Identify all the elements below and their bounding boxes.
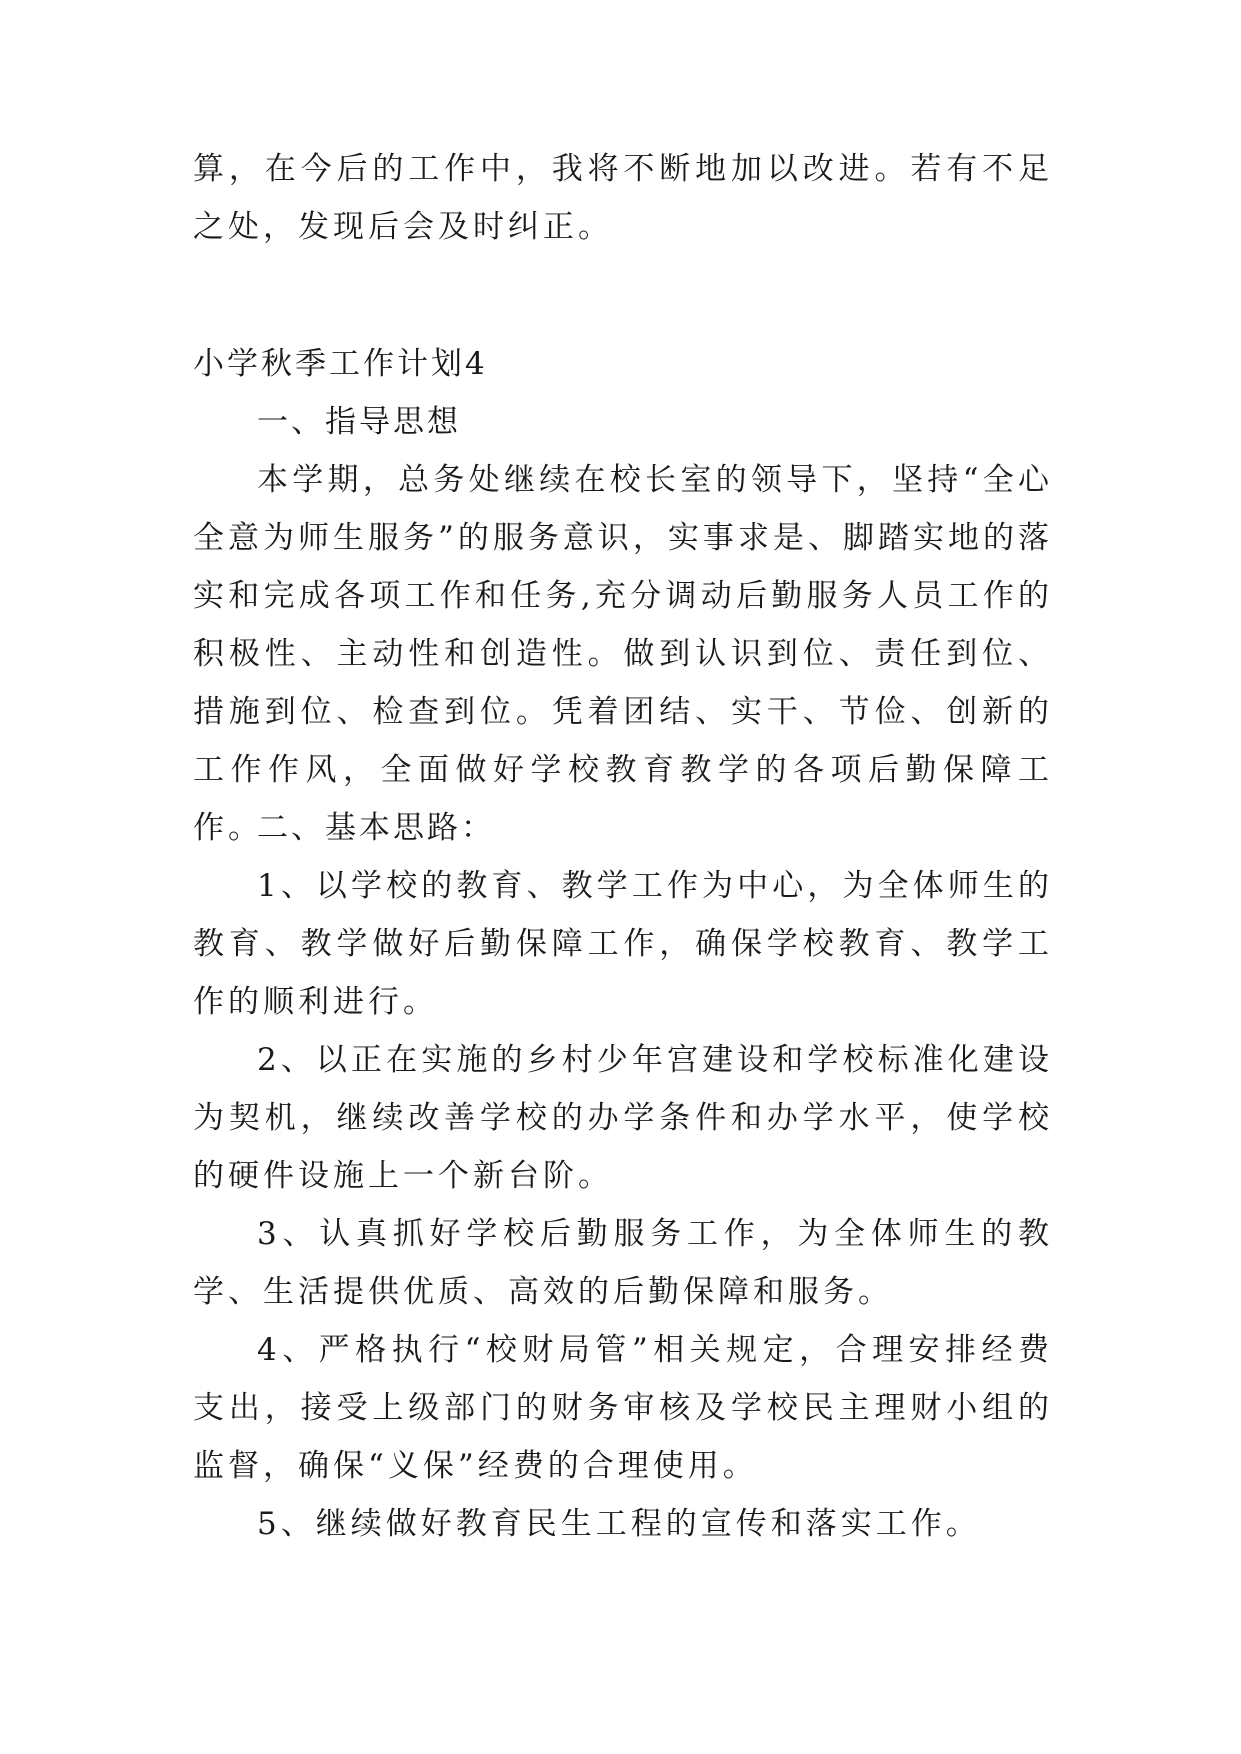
section-title: 小学秋季工作计划4 <box>193 346 488 382</box>
list-item-4: 4、严格执行“校财局管”相关规定，合理安排经费支出，接受上级部门的财务审核及学校民主理财小组的监督，确保“义保”经费的合理使用。 <box>193 1332 1053 1484</box>
part1-paragraph: 本学期，总务处继续在校长室的领导下，坚持“全心全意为师生服务”的服务意识，实事求是、脚踏实地的落实和完成各项工作和任务,充分调动后勤服务人员工作的积极性、主动性和创造性。做到认识到位、责任到位、措施到位、检查到位。凭着团结、实干、节俭、创新的工作作风，全面做好学校教育教学的各项后勤保障工作。 <box>193 462 1053 846</box>
part2-heading: 二、基本思路： <box>257 810 495 846</box>
list-item-1: 1、以学校的教育、教学工作为中心，为全体师生的教育、教学做好后勤保障工作，确保学校教育、教学工作的顺利进行。 <box>193 868 1053 1020</box>
part1-heading: 一、指导思想 <box>257 404 461 440</box>
list-item-2: 2、以正在实施的乡村少年宫建设和学校标准化建设为契机，继续改善学校的办学条件和办学水平，使学校的硬件设施上一个新台阶。 <box>193 1042 1053 1194</box>
continuation-paragraph: 算，在今后的工作中，我将不断地加以改进。若有不足之处，发现后会及时纠正。 <box>193 151 1053 245</box>
list-item-3: 3、认真抓好学校后勤服务工作，为全体师生的教学、生活提供优质、高效的后勤保障和服务。 <box>193 1216 1053 1310</box>
list-item-5: 5、继续做好教育民生工程的宣传和落实工作。 <box>257 1506 981 1542</box>
